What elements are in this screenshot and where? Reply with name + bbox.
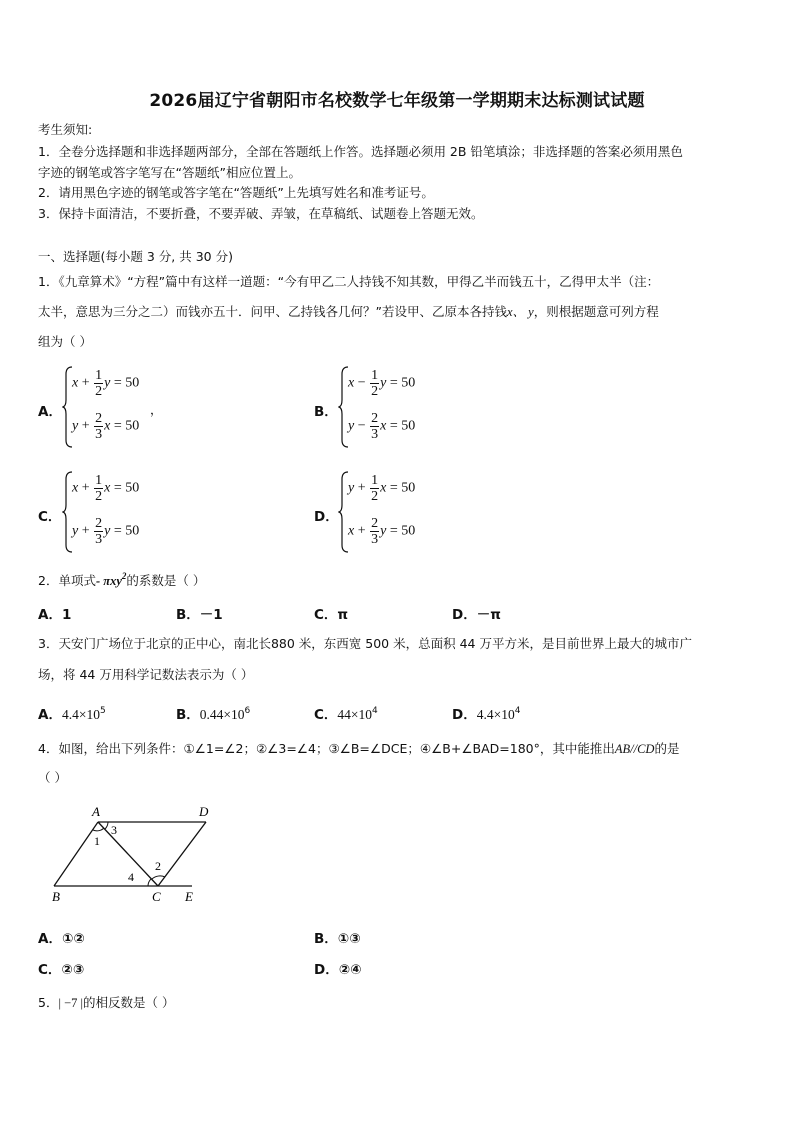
q1-option-b-system xyxy=(338,366,458,450)
q1-option-c-system xyxy=(62,471,182,555)
q5-abs-value: | −7 | xyxy=(58,996,84,1010)
notice-item-2: 2．请用黑色字迹的钢笔或答字笔在“答题纸”上先填写姓名和准考证号。 xyxy=(38,185,434,200)
q1-line1: 1．《九章算术》“方程”篇中有这样一道题：“今有甲乙二人持钱不知其数，甲得乙半而钱五十，乙得甲太半（注： xyxy=(38,274,660,289)
q5-pre: 5． xyxy=(38,995,59,1010)
notice-item-3: 3．保持卡面清洁，不要折叠，不要弄破、弄皱，在草稿纸、试题卷上答题无效。 xyxy=(38,206,484,221)
q1-d-eq2: x + $\frac{2}{3}$ y = 50 xyxy=(348,516,416,547)
q3-line2: 场，将 44 万用科学记数法表示为（ ） xyxy=(38,667,254,682)
section-heading: 一、选择题(每小题 3 分, 共 30 分) xyxy=(38,249,233,264)
point-label-e: E xyxy=(185,889,193,904)
q4-option-a[interactable]: A．①② xyxy=(38,931,85,947)
angle-arc-4 xyxy=(148,879,151,886)
q4-option-b[interactable]: B．①③ xyxy=(314,931,361,947)
q1-line2-end: ，则根据题意可列方程 xyxy=(533,304,659,319)
q3-option-c[interactable]: C．$44\times 10^4$ xyxy=(314,706,378,723)
q1-option-d-system xyxy=(338,471,458,555)
q1-vars: x、 y xyxy=(506,305,534,319)
q1-option-c-label[interactable]: C． xyxy=(38,509,62,525)
q4-option-c[interactable]: C．②③ xyxy=(38,962,85,978)
q1-option-a-label[interactable]: A． xyxy=(38,404,62,420)
q1-a-tail: ， xyxy=(150,402,163,417)
q1-a-eq1: x + $\frac{1}{2}$ y = 50 xyxy=(72,368,140,399)
q1-line3: 组为（ ） xyxy=(38,334,92,349)
q1-c-eq2: y + $\frac{2}{3}$ y = 50 xyxy=(72,516,140,547)
q1-line2-text: 太半，意思为三分之二）而钱亦五十．问甲、乙持钱各几何？”若设甲、乙原本各持钱 xyxy=(38,304,507,319)
q1-option-b-label[interactable]: B． xyxy=(314,404,338,420)
q2-option-a[interactable]: A．1 xyxy=(38,607,72,623)
notice-heading: 考生须知: xyxy=(38,122,93,137)
q2-option-b[interactable]: B．－1 xyxy=(176,607,223,623)
q3-line1: 3．天安门广场位于北京的正中心，南北长880 米，东西宽 500 米，总面积 44 万平方米，是目前世界上最大的城市广 xyxy=(38,636,692,651)
angle-arc-3 xyxy=(105,822,108,829)
q4-line2: （ ） xyxy=(38,770,67,785)
angle-label-1: 1 xyxy=(94,834,100,848)
q1-line2 xyxy=(38,302,659,320)
q1-option-a-system xyxy=(62,366,182,450)
segment-ab xyxy=(54,822,98,886)
angle-label-3: 3 xyxy=(111,823,117,837)
q3-option-a[interactable]: A．$4.4\times 10^5$ xyxy=(38,706,106,723)
q5-post: 的相反数是（ ） xyxy=(83,995,175,1010)
point-label-c: C xyxy=(152,889,161,904)
notice-item-1-cont: 字迹的钢笔或答字笔写在“答题纸”相应位置上。 xyxy=(38,165,301,180)
q4-line1-text: 4．如图，给出下列条件：①∠1=∠2；②∠3=∠4；③∠B=∠DCE；④∠B+∠BAD=180°，其中能推出 xyxy=(38,741,615,756)
q2-expression: - πxy$^2$ xyxy=(95,571,127,588)
q4-parallel: AB//CD xyxy=(614,742,655,756)
q1-b-eq1: x − $\frac{1}{2}$ y = 50 xyxy=(348,368,416,399)
q2-stem xyxy=(38,571,205,589)
point-label-a: A xyxy=(92,804,100,819)
notice-item-1: 1．全卷分选择题和非选择题两部分，全部在答题纸上作答。选择题必须用 2B 铅笔填涂；非选择题的答案必须用黑色 xyxy=(38,144,683,159)
q1-a-eq2: y + $\frac{2}{3}$ x = 50 xyxy=(72,411,140,442)
q2-stem-post: 的系数是（ ） xyxy=(126,573,206,588)
angle-label-4: 4 xyxy=(128,870,134,884)
q2-option-d[interactable]: D．－π xyxy=(452,607,501,623)
q1-c-eq1: x + $\frac{1}{2}$ x = 50 xyxy=(72,473,140,504)
q4-figure xyxy=(44,800,214,908)
point-label-b: B xyxy=(52,889,60,904)
q3-option-b[interactable]: B．$0.44\times 10^6$ xyxy=(176,706,251,723)
q4-line1 xyxy=(38,739,679,757)
q2-option-c[interactable]: C．π xyxy=(314,607,349,623)
segment-cd xyxy=(158,822,206,886)
angle-arc-1 xyxy=(93,828,104,831)
q1-option-d-label[interactable]: D． xyxy=(314,509,339,525)
q3-option-d[interactable]: D．$4.4\times 10^4$ xyxy=(452,706,521,723)
q1-d-eq1: y + $\frac{1}{2}$ x = 50 xyxy=(348,473,416,504)
q4-line1-end: 的是 xyxy=(654,741,680,756)
q4-option-d[interactable]: D．②④ xyxy=(314,962,362,978)
q2-stem-pre: 2．单项式 xyxy=(38,573,96,588)
angle-label-2: 2 xyxy=(155,859,161,873)
point-label-d: D xyxy=(199,804,209,819)
page-title: 2026届辽宁省朝阳市名校数学七年级第一学期期末达标测试试题 xyxy=(149,91,645,111)
q1-b-eq2: y − $\frac{2}{3}$ x = 50 xyxy=(348,411,416,442)
q5-stem xyxy=(38,993,175,1011)
